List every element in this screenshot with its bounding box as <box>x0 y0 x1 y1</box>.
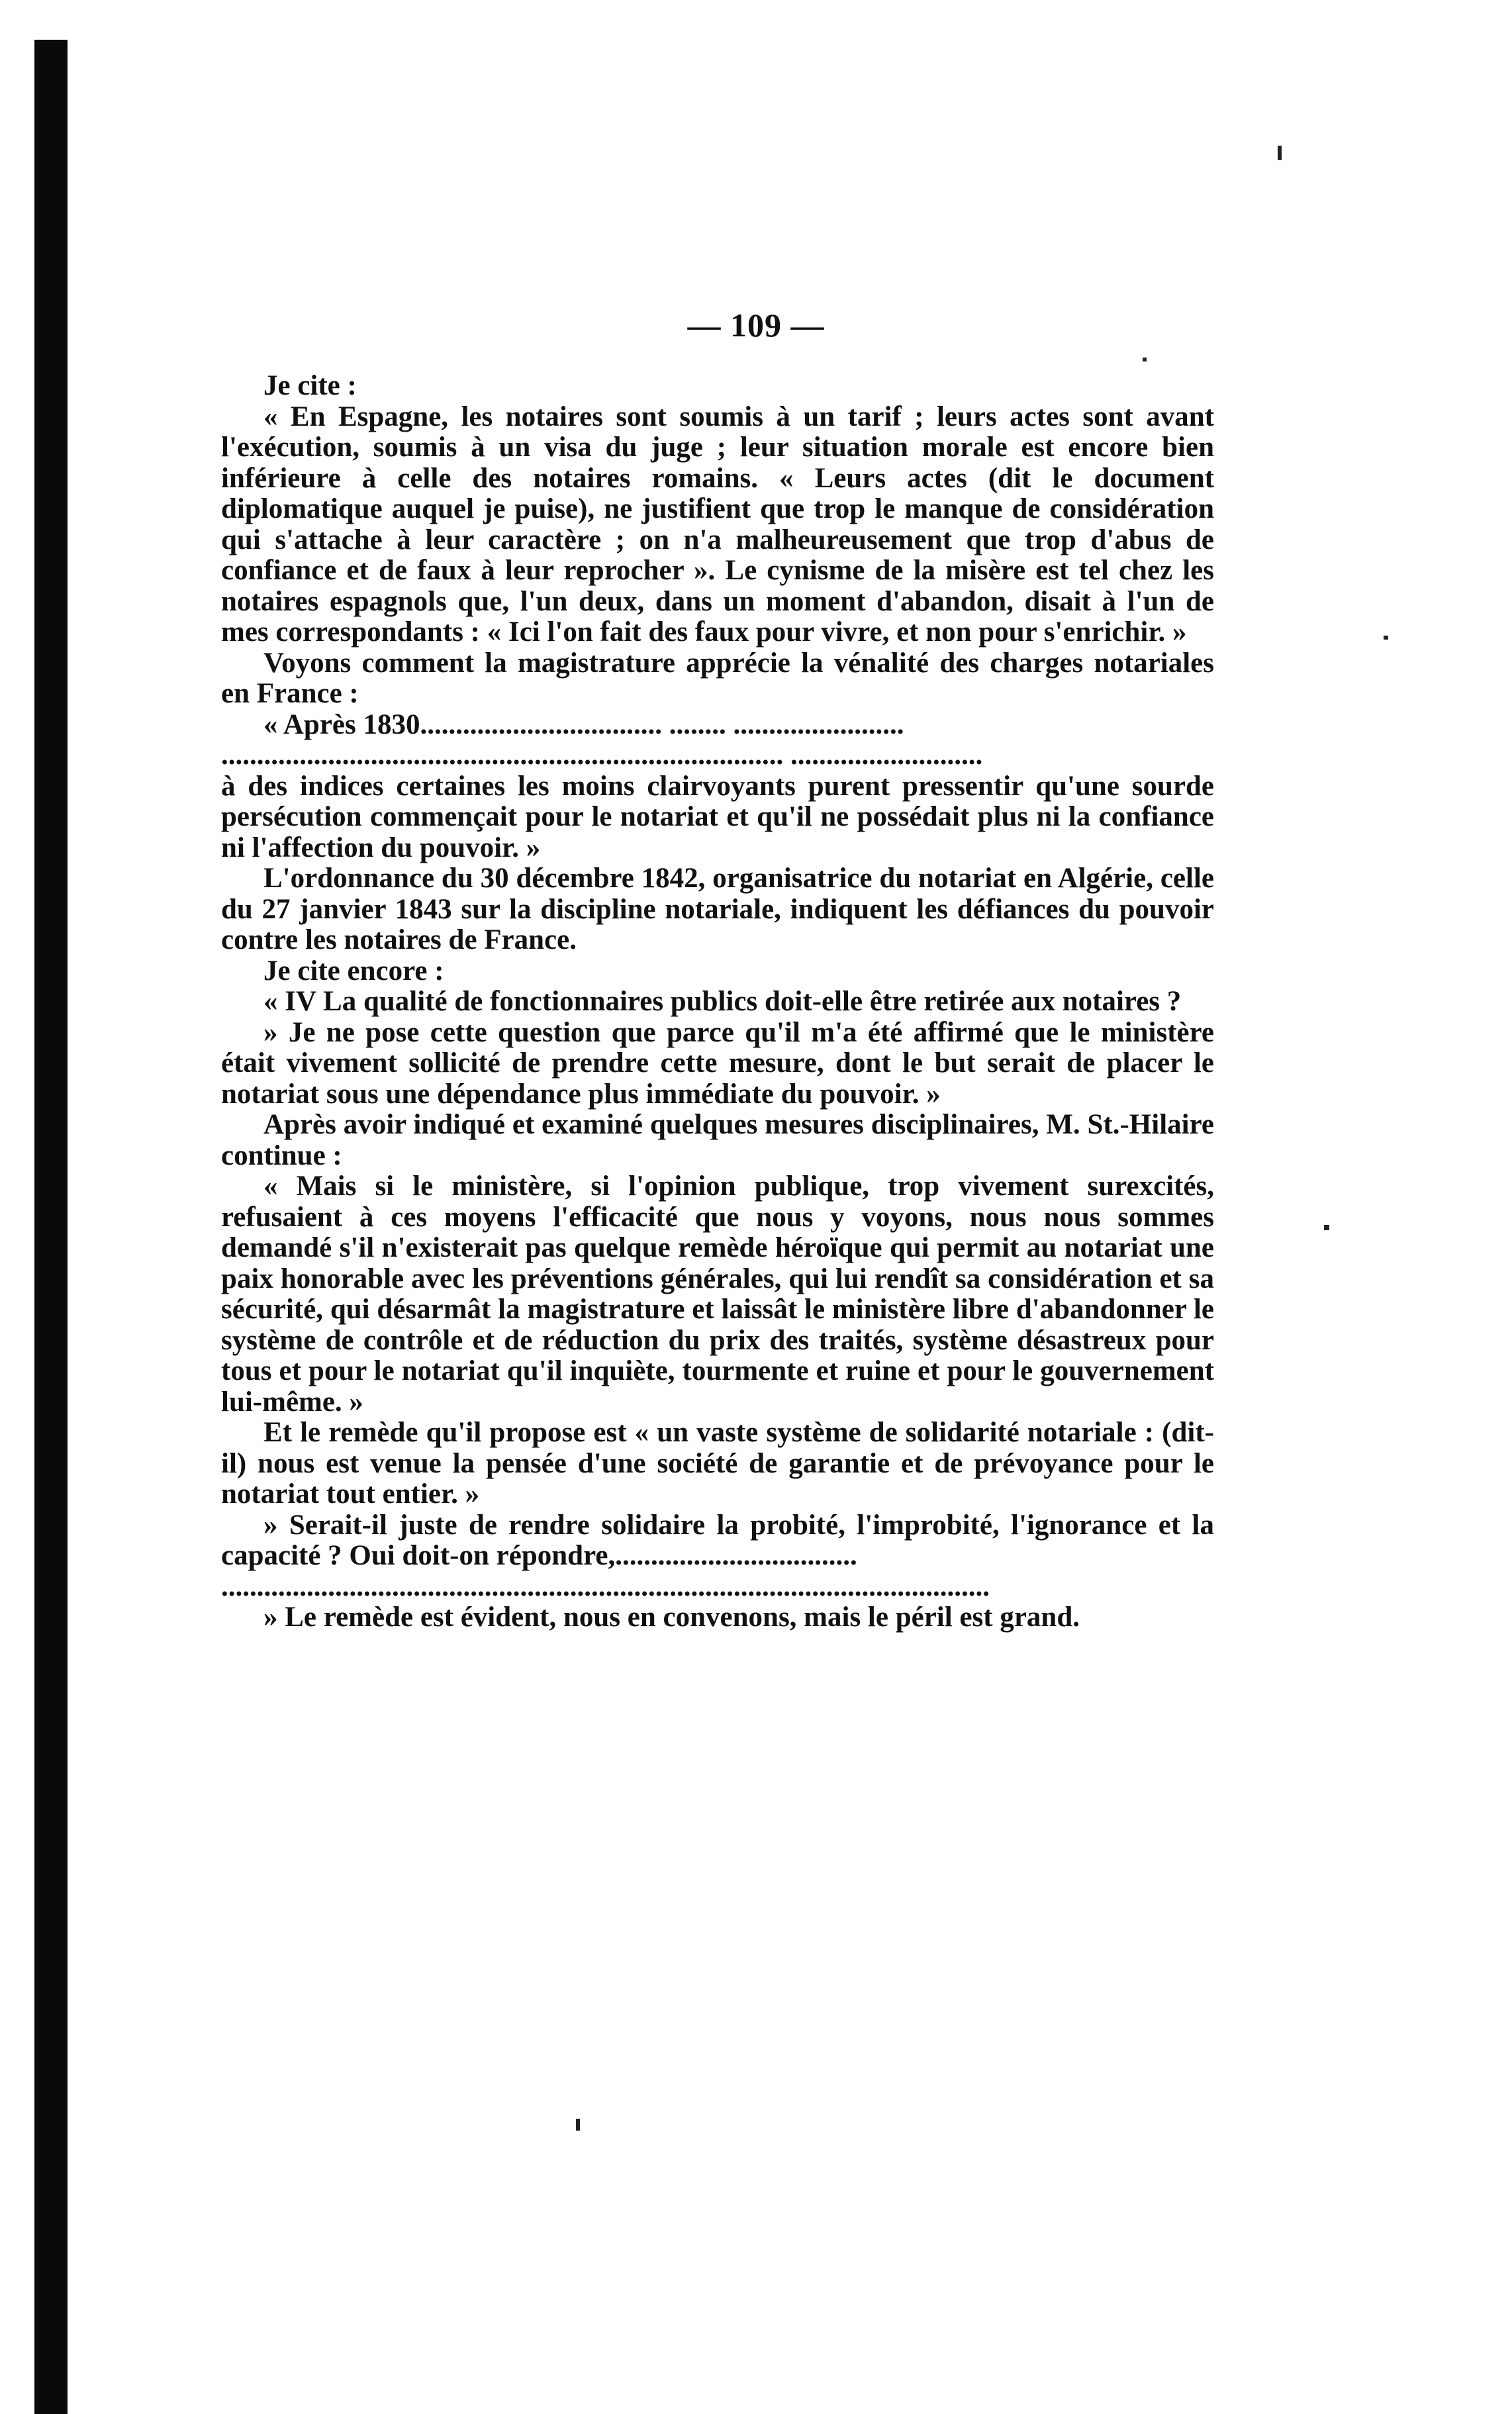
paragraph: » Serait-il juste de rendre solidaire la probité, l'improbité, l'ignorance et la capacité ? Oui doit-on répondre,.................................. <box>221 1509 1214 1571</box>
paragraph: Après avoir indiqué et examiné quelques mesures disciplinaires, M. St.-Hilaire continue : <box>221 1109 1214 1171</box>
scan-binding-edge <box>34 40 68 2414</box>
paragraph: » Le remède est évident, nous en convenons, mais le péril est grand. <box>263 1602 1080 1633</box>
paragraph: « Après 1830.................................. ........ ........................ <box>263 709 904 740</box>
paragraph: « IV La qualité de fonctionnaires publics doit-elle être retirée aux notaires ? <box>263 986 1182 1017</box>
paragraph: » Je ne pose cette question que parce qu'il m'a été affirmé que le ministère était vivement sollicité de prendre cette mesure, dont le but serait de placer le notariat sous une dépendance plus immédiate du pouvoir. » <box>221 1016 1214 1110</box>
scan-speck <box>1143 358 1147 362</box>
scan-speck <box>576 2119 580 2131</box>
body-text <box>221 371 1214 1633</box>
paragraph: à des indices certaines les moins clairvoyants purent pressentir qu'une sourde persécution commençait pour le notariat et qu'il ne possédait plus ni la confiance ni l'affection du pouvoir. » <box>221 770 1214 863</box>
paragraph: « En Espagne, les notaires sont soumis à un tarif ; leurs actes sont avant l'exécution, soumis à un visa du juge ; leur situation morale est encore bien inférieure à celle des notaires romains. « Leurs actes (dit le document diplomatique auquel je puise), ne justifient que trop le manque de considération qui s'attache à leur caractère ; on n'a malheureusement que trop d'abus de confiance et de faux à leur reprocher ». Le cynisme de la misère est tel chez les notaires espagnols que, l'un deux, dans un moment d'abandon, disait à l'un de mes correspondants : « Ici l'on fait des faux pour vivre, et non pour s'enrichir. » <box>221 401 1214 648</box>
paragraph: Je cite encore : <box>263 955 444 987</box>
paragraph: Et le remède qu'il propose est « un vaste système de solidarité notariale : (dit-il) nous est venue la pensée d'une société de garantie et de prévoyance pour le notariat tout entier. » <box>221 1417 1214 1510</box>
paragraph: Voyons comment la magistrature apprécie la vénalité des charges notariales en France : <box>221 647 1214 709</box>
paragraph: ............................................................................................................ <box>221 1571 990 1602</box>
page-number: — 109 — <box>687 307 825 344</box>
scan-speck <box>1278 146 1282 160</box>
paragraph: Je cite : <box>263 370 357 401</box>
paragraph: « Mais si le ministère, si l'opinion publique, trop vivement surexcités, refusaient à ces moyens l'efficacité que nous y voyons, nous nous sommes demandé s'il n'existerait pas quelque remède héroïque qui permit au notariat une paix honorable avec les préventions générales, qui lui rendît sa considération et sa sécurité, qui désarmât la magistrature et laissât le ministère libre d'abandonner le système de contrôle et de réduction du prix des traités, système désastreux pour tous et pour le notariat qu'il inquiète, tourmente et ruine et pour le gouvernement lui-même. » <box>221 1171 1214 1418</box>
paragraph: ............................................................................... ........................... <box>221 740 983 771</box>
scan-speck <box>1324 1225 1329 1230</box>
scan-speck <box>1384 636 1388 640</box>
paragraph: L'ordonnance du 30 décembre 1842, organisatrice du notariat en Algérie, celle du 27 janvier 1843 sur la discipline notariale, indiquent les défiances du pouvoir contre les notaires de France. <box>221 863 1214 955</box>
